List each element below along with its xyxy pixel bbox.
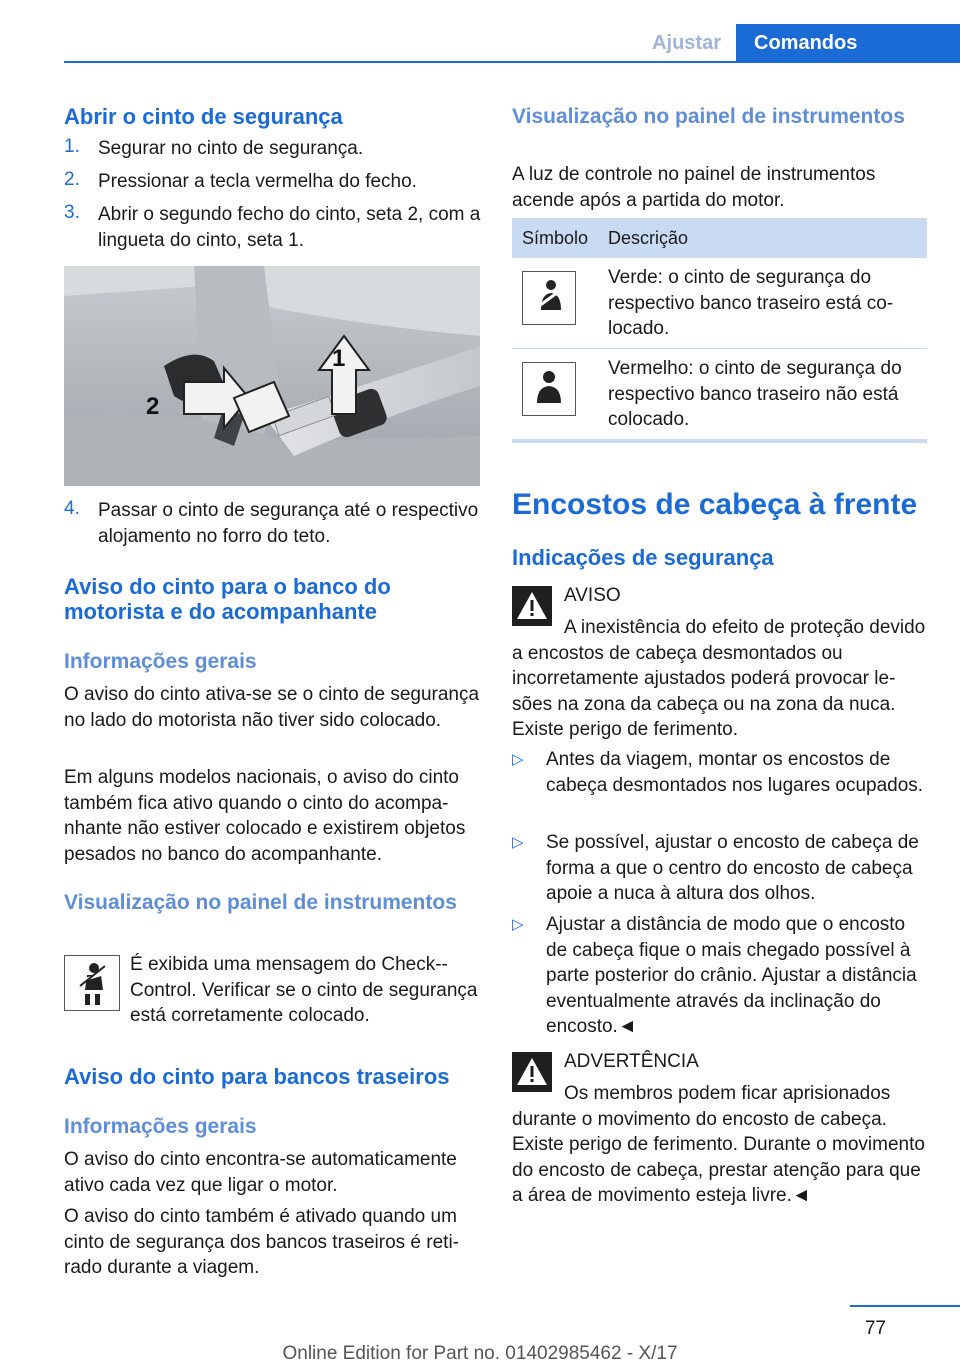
bullet-text: Se possível, ajustar o encosto de cabeça de forma a que o centro do encosto de cabeça apoie a nuca à altura dos olhos.	[546, 832, 919, 904]
heading-general-info: Informações gerais	[64, 650, 257, 673]
tab-ajustar[interactable]: Ajustar	[652, 32, 721, 54]
paragraph: O aviso do cinto encontra-se automaticamente ativo cada vez que ligar o motor.	[64, 1149, 457, 1196]
col-header-description: Descrição	[598, 218, 927, 258]
table-row	[512, 258, 927, 349]
heading-display-right: Visualização no painel de instrumentos	[512, 105, 905, 128]
table-row	[512, 349, 927, 442]
warning-title: ADVERTÊNCIA	[564, 1051, 699, 1072]
seatbelt-buckle-figure	[64, 266, 480, 486]
heading-general-info-2: Informações gerais	[64, 1115, 257, 1138]
bullet-text: Antes da viagem, montar os encostos de cabeça desmontados nos lugares ocupados.	[546, 749, 924, 796]
edition-footer: Online Edition for Part no. 01402985462 - X/17	[282, 1343, 678, 1364]
header-rule	[64, 61, 960, 63]
row-description: Vermelho: o cinto de segurança do respectivo banco traseiro não está colocado.	[598, 349, 927, 442]
triangle-bullet-icon: ▷	[512, 751, 524, 768]
step-number: 2.	[64, 169, 80, 190]
seatbelt-warning-icon	[64, 955, 120, 1011]
paragraph: O aviso do cinto também é ativado quando um cinto de segurança dos bancos traseiros é retirado durante a viagem.	[64, 1206, 459, 1278]
steps-list	[64, 136, 484, 256]
warning-text: Os membros podem ficar aprisionados durante o movimento do encosto de cabeça. Existe perigo de ferimento. Durante o movimento do encosto de cabeça, prestar atenção para que a área de movimento esteja livre.◄	[512, 1083, 925, 1206]
col-header-symbol: Símbolo	[512, 218, 598, 258]
figure-label-1: 1	[332, 345, 346, 372]
row-description: Verde: o cinto de segurança do respectivo banco traseiro está colocado.	[598, 258, 927, 349]
steps-list-cont	[64, 498, 484, 550]
bullet-list	[512, 747, 928, 1037]
tab-comandos[interactable]: Comandos	[736, 24, 960, 62]
step-text: Pressionar a tecla vermelha do fecho.	[98, 171, 417, 192]
heading-rear-warning: Aviso do cinto para bancos traseiros	[64, 1064, 450, 1089]
step-number: 4.	[64, 498, 80, 519]
step-number: 3.	[64, 202, 80, 223]
seatbelt-unfastened-red-icon	[522, 362, 576, 416]
paragraph: Em alguns modelos nacionais, o aviso do cinto também fica ativo quando o cinto do acompanhante não estiver colocado e existirem objetos pesados no banco do acompanhante.	[64, 767, 466, 865]
page-number: 77	[864, 1318, 886, 1339]
figure-label-2: 2	[146, 393, 160, 420]
step-text: Abrir o segundo fecho do cinto, seta 2, com a lingueta do cinto, seta 1.	[98, 204, 481, 251]
paragraph: O aviso do cinto ativa-se se o cinto de segurança no lado do motorista não tiver sido colocado.	[64, 684, 480, 731]
triangle-bullet-icon: ▷	[512, 916, 524, 933]
heading-driver-warning: Aviso do cinto para o banco do motorista e do acompanhante	[64, 574, 391, 624]
warning-title: AVISO	[564, 585, 621, 606]
heading-open-belt: Abrir o cinto de segurança	[64, 104, 343, 129]
step-number: 1.	[64, 136, 80, 157]
step-text: Passar o cinto de segurança até o respectivo alojamento no forro do teto.	[98, 500, 479, 547]
warning-text: A inexistência do efeito de proteção devido a encostos de cabeça desmontados ou incorretamente ajustados poderá provocar lesões na zona da cabeça ou na zona da nuca. Existe perigo de ferimento.	[512, 617, 926, 740]
paragraph: A luz de controle no painel de instrumentos acende após a partida do motor.	[512, 164, 876, 211]
heading-display: Visualização no painel de instrumentos	[64, 891, 457, 914]
heading-headrests: Encostos de cabeça à frente	[512, 488, 918, 521]
bullet-text: Ajustar a distância de modo que o encosto de cabeça fique o mais chegado possível à parte posterior do crânio. Ajustar a distância eventualmente através da inclinação do encosto.◄	[546, 914, 917, 1037]
heading-safety: Indicações de segurança	[512, 545, 774, 570]
triangle-bullet-icon: ▷	[512, 834, 524, 851]
seatbelt-fastened-green-icon	[522, 271, 576, 325]
paragraph-display: É exibida uma mensagem do Check-Control. Verificar se o cinto de segurança está corretamente colocado.	[130, 954, 478, 1026]
symbol-table	[512, 218, 927, 443]
step-text: Segurar no cinto de segurança.	[98, 138, 364, 159]
footer-rule	[850, 1305, 960, 1307]
